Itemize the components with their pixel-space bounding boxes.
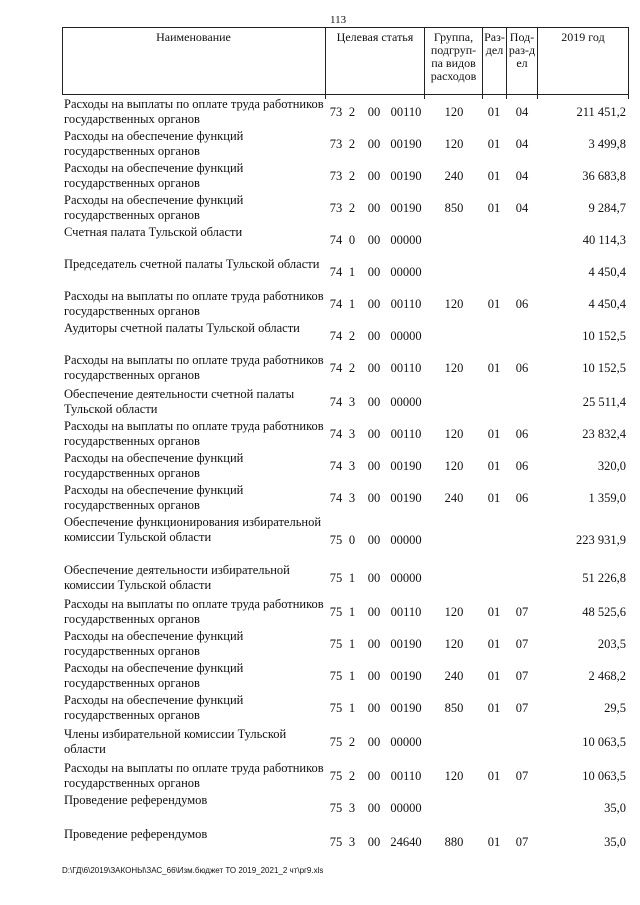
row-amount: 3 499,8 — [588, 137, 626, 151]
row-amount: 2 468,2 — [588, 669, 626, 683]
row-subsection: 07 — [515, 669, 529, 683]
row-code-4: 00000 — [390, 265, 422, 279]
row-code-2: 1 — [348, 637, 356, 651]
row-amount: 10 152,5 — [582, 329, 626, 343]
row-code-2: 3 — [348, 835, 356, 849]
row-code-3: 00 — [367, 735, 381, 749]
row-code-1: 74 — [329, 329, 343, 343]
row-name: Председатель счетной палаты Тульской области — [64, 257, 320, 271]
row-amount: 10 063,5 — [582, 769, 626, 783]
row-name: Обеспечение функционирования избирательной комиссии Тульской области — [64, 515, 322, 544]
row-section: 01 — [487, 605, 501, 619]
row-name: Расходы на обеспечение функций государственных органов — [64, 693, 244, 722]
row-group: 120 — [444, 361, 464, 375]
row-section: 01 — [487, 637, 501, 651]
row-group: 850 — [444, 201, 464, 215]
row-code-3: 00 — [367, 701, 381, 715]
row-code-1: 75 — [329, 571, 343, 585]
row-name: Расходы на выплаты по оплате труда работников государственных органов — [64, 353, 324, 382]
row-code-2: 1 — [348, 669, 356, 683]
row-code-3: 00 — [367, 361, 381, 375]
row-amount: 4 450,4 — [588, 297, 626, 311]
row-group: 880 — [444, 835, 464, 849]
row-amount: 36 683,8 — [582, 169, 626, 183]
row-code-4: 00000 — [390, 533, 422, 547]
row-name: Обеспечение деятельности избирательной комиссии Тульской области — [64, 563, 290, 592]
row-group: 120 — [444, 297, 464, 311]
row-code-4: 00110 — [390, 105, 422, 119]
row-code-4: 00000 — [390, 571, 422, 585]
row-code-4: 00110 — [390, 361, 422, 375]
row-code-4: 00190 — [390, 459, 422, 473]
header-section: Раз-дел — [483, 27, 507, 99]
row-amount: 223 931,9 — [576, 533, 626, 547]
row-code-4: 00190 — [390, 169, 422, 183]
header-group: Группа, подгруп-па видов расходов — [425, 27, 483, 99]
row-code-4: 00190 — [390, 491, 422, 505]
row-code-4: 00000 — [390, 801, 422, 815]
row-code-1: 74 — [329, 491, 343, 505]
row-name: Расходы на обеспечение функций государственных органов — [64, 451, 244, 480]
row-code-3: 00 — [367, 835, 381, 849]
row-code-4: 00190 — [390, 701, 422, 715]
row-group: 120 — [444, 459, 464, 473]
row-code-3: 00 — [367, 669, 381, 683]
row-subsection: 04 — [515, 169, 529, 183]
row-code-2: 2 — [348, 329, 356, 343]
row-code-2: 2 — [348, 361, 356, 375]
row-subsection: 04 — [515, 201, 529, 215]
row-code-2: 0 — [348, 233, 356, 247]
row-section: 01 — [487, 427, 501, 441]
row-code-4: 00190 — [390, 669, 422, 683]
row-amount: 320,0 — [597, 459, 626, 473]
row-code-1: 74 — [329, 459, 343, 473]
row-code-2: 2 — [348, 769, 356, 783]
row-code-2: 1 — [348, 605, 356, 619]
page-number: 113 — [330, 14, 347, 26]
row-section: 01 — [487, 491, 501, 505]
row-group: 120 — [444, 637, 464, 651]
row-name: Расходы на обеспечение функций государственных органов — [64, 661, 244, 690]
row-name: Расходы на обеспечение функций государственных органов — [64, 161, 244, 190]
row-code-2: 2 — [348, 735, 356, 749]
row-group: 120 — [444, 427, 464, 441]
row-amount: 211 451,2 — [576, 105, 626, 119]
row-subsection: 07 — [515, 769, 529, 783]
row-code-2: 2 — [348, 137, 356, 151]
row-subsection: 06 — [515, 427, 529, 441]
row-section: 01 — [487, 297, 501, 311]
row-code-3: 00 — [367, 329, 381, 343]
row-subsection: 06 — [515, 459, 529, 473]
row-name: Расходы на выплаты по оплате труда работников государственных органов — [64, 597, 324, 626]
row-subsection: 07 — [515, 605, 529, 619]
row-code-1: 74 — [329, 233, 343, 247]
header-subsection: Под-раз-дел — [507, 27, 538, 99]
row-code-2: 2 — [348, 105, 356, 119]
row-amount: 4 450,4 — [588, 265, 626, 279]
row-group: 240 — [444, 169, 464, 183]
row-group: 120 — [444, 605, 464, 619]
row-code-4: 00110 — [390, 297, 422, 311]
row-section: 01 — [487, 835, 501, 849]
row-code-1: 74 — [329, 395, 343, 409]
row-subsection: 07 — [515, 637, 529, 651]
row-code-2: 3 — [348, 491, 356, 505]
row-code-3: 00 — [367, 427, 381, 441]
row-code-3: 00 — [367, 459, 381, 473]
row-code-1: 73 — [329, 105, 343, 119]
row-amount: 51 226,8 — [582, 571, 626, 585]
row-section: 01 — [487, 701, 501, 715]
row-code-1: 75 — [329, 669, 343, 683]
row-code-3: 00 — [367, 801, 381, 815]
row-code-2: 3 — [348, 801, 356, 815]
row-code-3: 00 — [367, 105, 381, 119]
row-subsection: 04 — [515, 105, 529, 119]
row-section: 01 — [487, 201, 501, 215]
row-subsection: 06 — [515, 361, 529, 375]
row-code-4: 00190 — [390, 137, 422, 151]
row-name: Расходы на обеспечение функций государственных органов — [64, 193, 244, 222]
row-subsection: 07 — [515, 701, 529, 715]
row-subsection: 06 — [515, 491, 529, 505]
row-code-3: 00 — [367, 605, 381, 619]
row-name: Расходы на выплаты по оплате труда работников государственных органов — [64, 761, 324, 790]
row-code-2: 1 — [348, 265, 356, 279]
row-code-2: 1 — [348, 701, 356, 715]
row-amount: 10 063,5 — [582, 735, 626, 749]
row-code-2: 0 — [348, 533, 356, 547]
row-code-2: 3 — [348, 395, 356, 409]
row-name: Счетная палата Тульской области — [64, 225, 243, 239]
row-code-2: 2 — [348, 201, 356, 215]
row-amount: 40 114,3 — [582, 233, 626, 247]
row-code-1: 74 — [329, 265, 343, 279]
row-name: Расходы на выплаты по оплате труда работников государственных органов — [64, 289, 324, 318]
row-section: 01 — [487, 361, 501, 375]
row-code-4: 00190 — [390, 637, 422, 651]
row-code-2: 3 — [348, 459, 356, 473]
row-section: 01 — [487, 169, 501, 183]
row-code-1: 75 — [329, 605, 343, 619]
row-name: Расходы на выплаты по оплате труда работников государственных органов — [64, 97, 324, 126]
row-name: Расходы на выплаты по оплате труда работников государственных органов — [64, 419, 324, 448]
row-amount: 29,5 — [604, 701, 626, 715]
row-code-1: 74 — [329, 361, 343, 375]
row-code-2: 1 — [348, 297, 356, 311]
row-name: Проведение референдумов — [64, 793, 208, 807]
row-group: 240 — [444, 669, 464, 683]
row-subsection: 07 — [515, 835, 529, 849]
row-code-1: 74 — [329, 297, 343, 311]
row-code-4: 00110 — [390, 605, 422, 619]
row-name: Проведение референдумов — [64, 827, 208, 841]
row-name: Аудиторы счетной палаты Тульской области — [64, 321, 300, 335]
row-code-1: 75 — [329, 637, 343, 651]
header-year: 2019 год — [538, 27, 629, 99]
row-code-2: 2 — [348, 169, 356, 183]
header-target: Целевая статья — [326, 27, 425, 99]
row-code-3: 00 — [367, 137, 381, 151]
row-code-1: 75 — [329, 701, 343, 715]
row-code-4: 00190 — [390, 201, 422, 215]
row-code-4: 00000 — [390, 735, 422, 749]
row-amount: 203,5 — [597, 637, 626, 651]
row-amount: 1 359,0 — [588, 491, 626, 505]
row-group: 120 — [444, 769, 464, 783]
row-code-4: 00000 — [390, 233, 422, 247]
row-code-3: 00 — [367, 297, 381, 311]
row-code-3: 00 — [367, 169, 381, 183]
row-section: 01 — [487, 459, 501, 473]
row-code-1: 74 — [329, 427, 343, 441]
row-code-3: 00 — [367, 533, 381, 547]
row-code-2: 3 — [348, 427, 356, 441]
row-name: Расходы на обеспечение функций государственных органов — [64, 629, 244, 658]
row-code-4: 00110 — [390, 427, 422, 441]
row-code-3: 00 — [367, 769, 381, 783]
row-amount: 9 284,7 — [588, 201, 626, 215]
row-code-1: 75 — [329, 801, 343, 815]
row-code-1: 75 — [329, 735, 343, 749]
row-subsection: 06 — [515, 297, 529, 311]
row-code-4: 00110 — [390, 769, 422, 783]
row-amount: 35,0 — [604, 835, 626, 849]
row-code-3: 00 — [367, 201, 381, 215]
row-code-3: 00 — [367, 395, 381, 409]
row-code-3: 00 — [367, 265, 381, 279]
row-code-3: 00 — [367, 571, 381, 585]
row-name: Обеспечение деятельности счетной палаты Тульской области — [64, 387, 295, 416]
row-amount: 35,0 — [604, 801, 626, 815]
row-amount: 23 832,4 — [582, 427, 626, 441]
row-code-2: 1 — [348, 571, 356, 585]
row-code-3: 00 — [367, 491, 381, 505]
row-code-3: 00 — [367, 637, 381, 651]
row-code-1: 75 — [329, 533, 343, 547]
row-code-3: 00 — [367, 233, 381, 247]
row-name: Расходы на обеспечение функций государственных органов — [64, 129, 244, 158]
row-code-4: 00000 — [390, 329, 422, 343]
row-code-4: 24640 — [390, 835, 422, 849]
row-code-1: 75 — [329, 835, 343, 849]
row-name: Члены избирательной комиссии Тульской области — [64, 727, 287, 756]
row-group: 240 — [444, 491, 464, 505]
row-amount: 25 511,4 — [582, 395, 626, 409]
row-group: 120 — [444, 137, 464, 151]
row-name: Расходы на обеспечение функций государственных органов — [64, 483, 244, 512]
row-code-4: 00000 — [390, 395, 422, 409]
row-code-1: 73 — [329, 137, 343, 151]
row-section: 01 — [487, 769, 501, 783]
row-group: 850 — [444, 701, 464, 715]
row-section: 01 — [487, 669, 501, 683]
row-group: 120 — [444, 105, 464, 119]
row-code-1: 75 — [329, 769, 343, 783]
footer-path: D:\ГД\6\2019\ЗАКОНЫ\ЗАС_66\Изм.бюджет ТО 2019_2021_2 чт\рг9.xls — [62, 866, 324, 875]
row-amount: 10 152,5 — [582, 361, 626, 375]
row-amount: 48 525,6 — [582, 605, 626, 619]
row-subsection: 04 — [515, 137, 529, 151]
row-section: 01 — [487, 137, 501, 151]
table-header-cells — [62, 27, 628, 95]
row-code-1: 73 — [329, 169, 343, 183]
header-name: Наименование — [62, 27, 326, 99]
row-code-1: 73 — [329, 201, 343, 215]
row-section: 01 — [487, 105, 501, 119]
